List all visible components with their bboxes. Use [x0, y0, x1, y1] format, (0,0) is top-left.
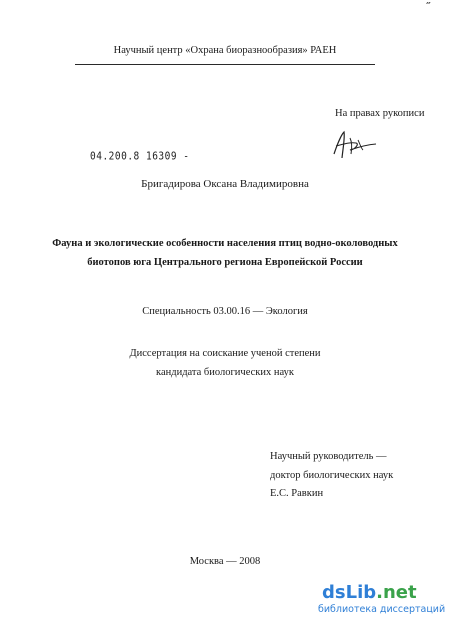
supervisor-name: Е.С. Равкин	[270, 488, 324, 499]
dslib-watermark	[318, 582, 448, 620]
watermark-subtitle: библиотека диссертаций	[318, 604, 446, 615]
specialty-line: Специальность 03.00.16 — Экология	[142, 306, 308, 317]
logo-domain: .net	[376, 582, 417, 603]
logo-main: dsLib	[322, 582, 377, 603]
supervisor-line-1: Научный руководитель —	[270, 451, 387, 462]
catalog-number-stamp: 04.200.8 16309 -	[90, 150, 190, 163]
title-line-1: Фауна и экологические особенности населения птиц водно-околоводных	[52, 238, 398, 249]
header-divider	[75, 64, 375, 65]
rights-note: На правах рукописи	[335, 108, 425, 119]
dslib-logo	[322, 582, 417, 603]
handwritten-signature	[330, 128, 380, 162]
supervisor-block	[270, 448, 393, 504]
degree-statement	[0, 344, 450, 382]
degree-line-1: Диссертация на соискание ученой степени	[129, 348, 321, 359]
place-year: Москва — 2008	[189, 556, 261, 567]
dissertation-title	[40, 234, 410, 272]
degree-line-2: кандидата биологических наук	[156, 367, 294, 378]
supervisor-line-2: доктор биологических наук	[270, 469, 394, 481]
title-line-2: биотопов юга Центрального региона Европейской России	[87, 257, 363, 268]
author-name: Бригадирова Оксана Владимировна	[141, 178, 309, 190]
organization-header: Научный центр «Охрана биоразнообразия» РАЕН	[113, 45, 337, 56]
corner-mark: ″	[426, 0, 432, 13]
